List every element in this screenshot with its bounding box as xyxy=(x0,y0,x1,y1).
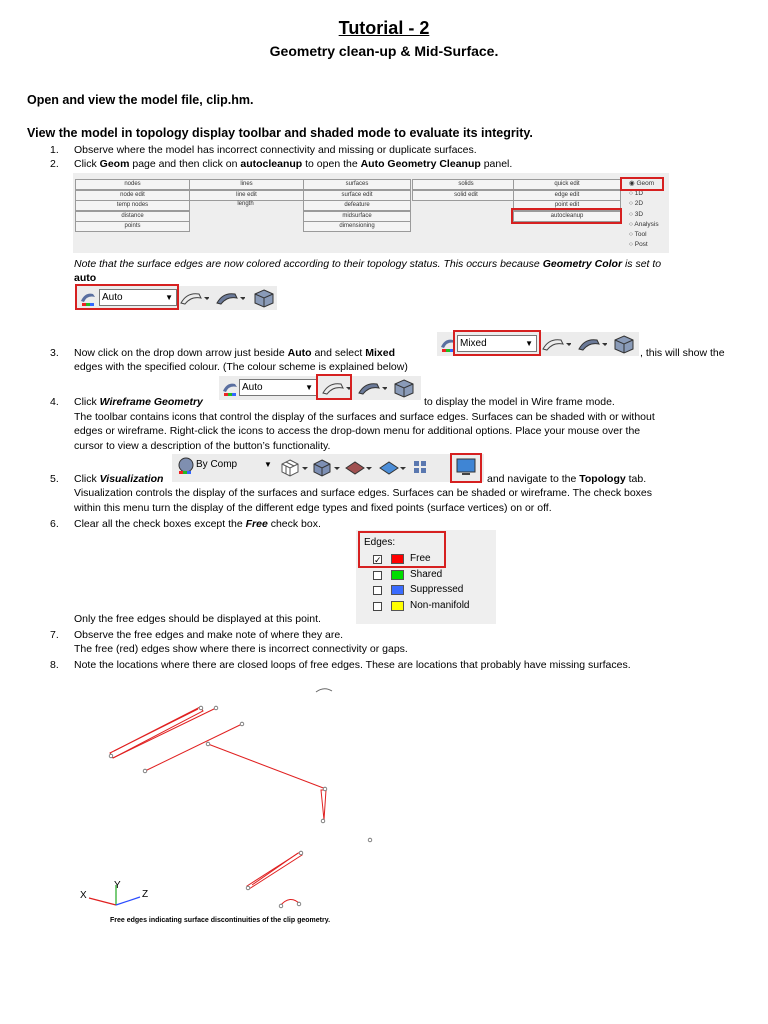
radio-icon[interactable]: ○ xyxy=(629,231,635,238)
edge-color-swatch xyxy=(391,601,404,611)
auto-dropdown-highlight xyxy=(75,284,179,310)
step-number: 8. xyxy=(50,659,59,671)
panel-button[interactable]: edge edit xyxy=(513,190,621,201)
step-2-text: Click Geom page and then click on autocleanup to open the Auto Geometry Cleanup panel. xyxy=(74,158,513,170)
step-4-text: Click Wireframe Geometry xyxy=(74,396,203,408)
radio-label: Tool xyxy=(634,231,647,238)
panel-button[interactable]: autocleanup xyxy=(513,211,621,222)
step-8-text: Note the locations where there are closed loops of free edges. These are locations that probably have missing surfaces. xyxy=(74,659,631,671)
panel-button[interactable]: line edit xyxy=(189,190,304,201)
panel-button[interactable]: points xyxy=(75,221,190,232)
edge-checkbox[interactable]: ✓ xyxy=(374,555,382,565)
geometry-color-dropdown[interactable]: Mixed ▼ xyxy=(457,335,537,352)
step-7-text-line2: The free (red) edges show where there is incorrect connectivity or gaps. xyxy=(74,643,408,655)
step-5-text-line3: within this menu turn the display of the different edge types and fixed points (surface vertices) on or off. xyxy=(74,502,552,514)
step-6-text: Clear all the check boxes except the Free check box. xyxy=(74,518,321,530)
free-edge xyxy=(280,899,300,906)
free-edge-loop xyxy=(321,790,326,820)
chevron-down-icon[interactable]: ▼ xyxy=(525,339,533,348)
step-1-text: Observe where the model has incorrect connectivity and missing or duplicate surfaces. xyxy=(74,144,477,156)
wireframe-geometry-icon[interactable] xyxy=(541,336,571,357)
step-6-after-text: Only the free edges should be displayed at this point. xyxy=(74,613,321,625)
panel-button[interactable]: solid edit xyxy=(412,190,520,201)
free-edge-highlight xyxy=(358,531,446,568)
panel-button[interactable]: length xyxy=(237,201,254,207)
radio-icon[interactable]: ○ xyxy=(629,220,635,228)
visualization-icon-highlight xyxy=(450,453,482,483)
step-5-text: Click Visualization xyxy=(74,473,164,485)
step-number: 2. xyxy=(50,158,59,170)
color-mode-value[interactable]: By Comp xyxy=(196,459,238,470)
radio-icon[interactable]: ○ xyxy=(629,210,635,218)
geometry-color-toolbar xyxy=(75,286,277,310)
edge-checkbox[interactable] xyxy=(373,602,382,611)
edge-color-swatch xyxy=(391,585,404,595)
radio-2d[interactable] xyxy=(629,199,643,209)
radio-tool[interactable] xyxy=(629,230,647,240)
diamond-display-icon[interactable] xyxy=(344,459,374,482)
step-4-text-line3: edges or wireframe. Right-click the icons to access the drop-down menu for additional options. Place your mouse over the xyxy=(74,425,641,437)
mixed-dropdown-highlight xyxy=(453,330,541,356)
radio-analysis[interactable] xyxy=(629,220,659,230)
radio-icon[interactable]: ◉ xyxy=(629,180,637,187)
radio-icon[interactable]: ○ xyxy=(629,190,635,198)
shaded-geometry-icon[interactable] xyxy=(215,290,245,311)
geom-radio-highlight xyxy=(620,177,664,191)
heading-open-model: Open and view the model file, clip.hm. xyxy=(27,93,254,107)
step-7-text: Observe the free edges and make note of where they are. xyxy=(74,629,344,641)
wireframe-elements-icon[interactable] xyxy=(280,458,310,483)
geom-page-panel xyxy=(73,173,669,253)
chevron-down-icon[interactable]: ▼ xyxy=(305,383,313,392)
panel-button[interactable]: nodes xyxy=(75,179,190,190)
shaded-geometry-icon[interactable] xyxy=(577,336,607,357)
radio-3d[interactable] xyxy=(629,210,643,220)
panel-button[interactable]: surface edit xyxy=(303,190,411,201)
radio-label: 1D xyxy=(634,190,644,198)
free-edge-loop xyxy=(247,852,302,889)
step-4-text-end: to display the model in Wire frame mode. xyxy=(424,396,615,408)
geometry-color-dropdown[interactable]: Auto ▼ xyxy=(99,289,177,306)
visualization-toolbar xyxy=(172,454,484,482)
free-edge xyxy=(113,708,216,758)
component-color-icon xyxy=(176,456,196,481)
free-edge-loop xyxy=(110,707,203,758)
radio-label: 3D xyxy=(634,210,644,218)
autocleanup-highlight xyxy=(511,208,622,224)
step-5-text-end: and navigate to the Topology tab. xyxy=(487,473,647,485)
heading-view-model: View the model in topology display toolbar and shaded mode to evaluate its integrity. xyxy=(27,126,533,140)
panel-button[interactable]: point edit xyxy=(513,200,621,211)
page-title: Tutorial - 2 xyxy=(338,18,430,38)
step-number: 5. xyxy=(50,473,59,485)
axis-y-label: Y xyxy=(114,880,121,891)
step-number: 6. xyxy=(50,518,59,530)
step-4-text-line2: The toolbar contains icons that control the display of the surfaces and surface edges. Surfaces can be shaded with or without xyxy=(74,411,655,423)
step-number: 3. xyxy=(50,347,59,359)
panel-button[interactable]: surfaces xyxy=(303,179,411,190)
edge-checkbox[interactable] xyxy=(373,586,382,595)
wireframe-icon-highlight xyxy=(316,374,352,400)
edge-checkbox[interactable] xyxy=(373,571,382,580)
radio-post[interactable] xyxy=(629,240,648,250)
radio-label: Analysis xyxy=(634,220,659,228)
panel-button[interactable]: lines xyxy=(189,179,304,190)
step-3-text: Now click on the drop down arrow just beside Auto and select Mixed xyxy=(74,347,395,359)
edge-label: Shared xyxy=(410,568,443,580)
radio-label: Post xyxy=(634,241,648,249)
panel-button[interactable]: node edit xyxy=(75,190,190,201)
radio-label: Geom xyxy=(636,180,655,187)
edge-label: Non-manifold xyxy=(410,599,470,611)
step-3-text-end: , this will show the xyxy=(640,347,725,359)
geometry-color-icon xyxy=(221,379,241,402)
step-4-text-line4: cursor to view a description of the button’s functionality. xyxy=(74,440,331,452)
panel-button[interactable]: defeature xyxy=(303,200,411,211)
step-3-text-line2: edges with the specified colour. (The colour scheme is explained below) xyxy=(74,361,408,373)
edges-header: Edges: xyxy=(364,537,396,548)
solid-cube-icon[interactable] xyxy=(613,334,635,359)
free-edge xyxy=(208,744,326,789)
panel-button[interactable]: distance xyxy=(75,211,190,222)
free-edge xyxy=(145,724,242,771)
radio-icon[interactable]: ○ xyxy=(629,241,635,249)
wireframe-geometry-icon[interactable] xyxy=(179,290,209,311)
free-edge xyxy=(114,709,198,751)
axis-z-label: Z xyxy=(142,889,149,900)
panel-button[interactable]: dimensioning xyxy=(303,221,411,232)
shaded-geometry-icon[interactable] xyxy=(357,380,387,401)
solid-cube-icon[interactable] xyxy=(393,378,415,403)
mixed-toolbar xyxy=(437,332,639,356)
free-edges-figure xyxy=(70,680,410,915)
grid-display-icon[interactable] xyxy=(412,459,436,482)
radio-label: 2D xyxy=(634,200,644,208)
edge-label: Suppressed xyxy=(410,584,464,595)
panel-button[interactable]: solids xyxy=(412,179,520,190)
plane-display-icon[interactable] xyxy=(378,459,408,482)
chevron-down-icon[interactable]: ▼ xyxy=(264,460,272,469)
page-subtitle: Geometry clean-up & Mid-Surface. xyxy=(269,43,499,59)
solid-cube-icon[interactable] xyxy=(253,288,275,313)
edge-label: Free xyxy=(410,553,431,564)
axis-x-label: X xyxy=(80,890,87,901)
panel-button[interactable]: temp nodes xyxy=(75,200,190,211)
panel-button[interactable]: midsurface xyxy=(303,211,411,222)
panel-button[interactable]: quick edit xyxy=(513,179,621,190)
step-number: 4. xyxy=(50,396,59,408)
note-text: Note that the surface edges are now colored according to their topology status. This occurs because Geometry Color is set to xyxy=(74,258,662,270)
chevron-down-icon[interactable]: ▼ xyxy=(165,293,173,302)
step-number: 1. xyxy=(50,144,59,156)
step-5-text-line2: Visualization controls the display of the surfaces and surface edges. Surfaces can be shaded or wireframe. The check boxes xyxy=(74,487,653,499)
edges-visibility-panel xyxy=(356,530,496,624)
free-edge xyxy=(252,853,298,885)
note-auto: auto xyxy=(74,272,97,284)
geometry-color-dropdown[interactable]: Auto ▼ xyxy=(239,379,317,396)
edge-color-swatch xyxy=(391,570,404,580)
wireframe-toolbar xyxy=(219,376,421,400)
radio-icon[interactable]: ○ xyxy=(629,200,635,208)
figure-caption: Free edges indicating surface discontinuities of the clip geometry. xyxy=(110,917,331,924)
shaded-elements-icon[interactable] xyxy=(312,458,342,483)
step-number: 7. xyxy=(50,629,59,641)
